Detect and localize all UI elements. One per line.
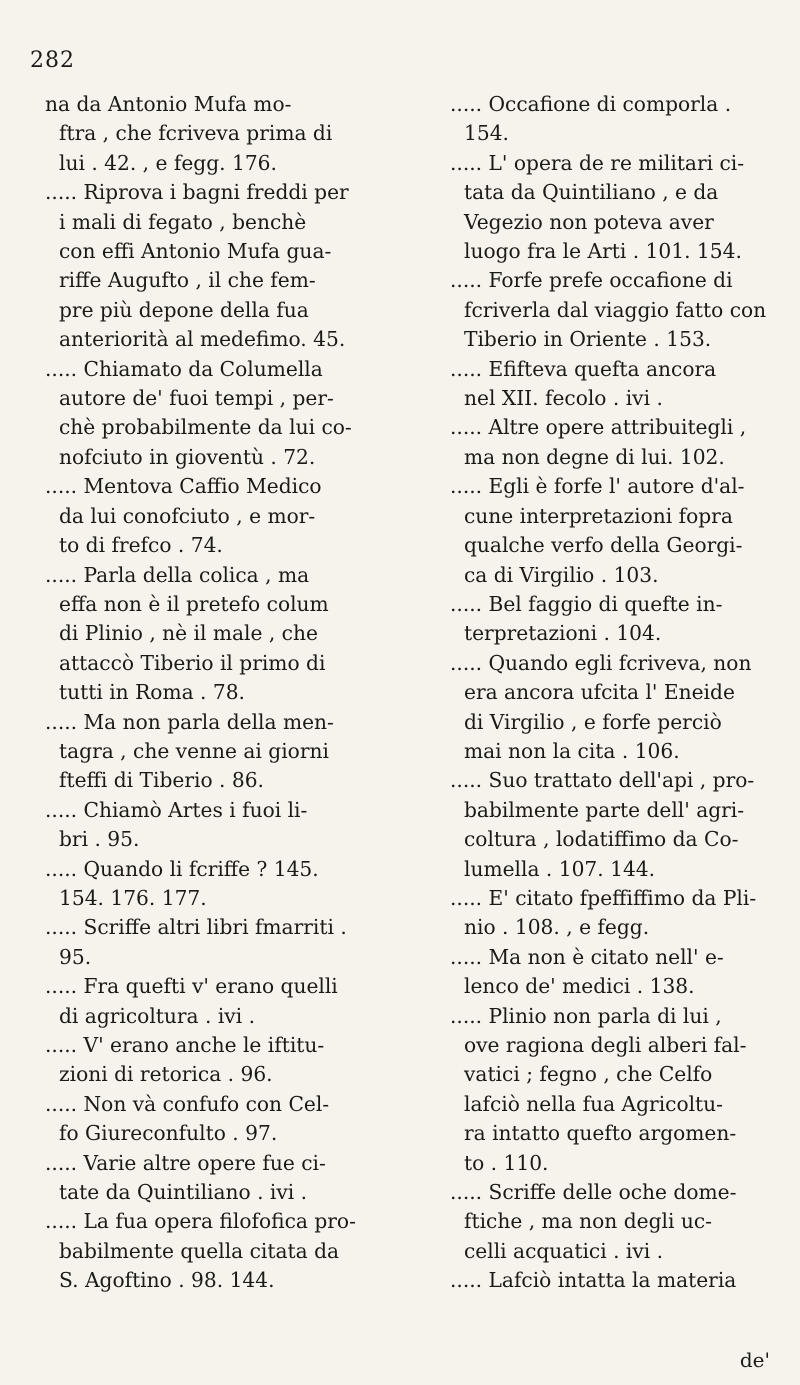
entry-line: ma non degne di lui. 102. [464,444,725,469]
entry-line: con effi Antonio Mufa gua- [59,239,332,264]
index-entry [45,913,380,972]
entry-line: ftra , che fcriveva prima di [59,121,333,146]
index-entry [45,1090,380,1149]
index-entry [450,266,770,354]
index-entry [450,649,770,767]
entry-line: lui . 42. , e fegg. 176. [59,150,277,175]
entry-line: tate da Quintiliano . ivi . [59,1180,308,1205]
entry-line: ..... Chiamato da Columella [45,356,323,381]
index-entry [45,90,380,178]
entry-line: i mali di fegato , benchè [59,209,307,234]
entry-line: pre più depone della fua [59,297,309,322]
entry-line: mai non la cita . 106. [464,738,680,763]
entry-line: di agricoltura . ivi . [59,1003,255,1028]
index-entry [45,972,380,1031]
entry-line: ..... Fra quefti v' erano quelli [45,974,338,999]
entry-line: ..... Mentova Caffio Medico [45,474,322,499]
index-column-right [450,90,770,1296]
entry-line: tutti in Roma . 78. [59,680,245,705]
index-entry [45,472,380,560]
index-entry [45,708,380,796]
entry-line: ..... Forfe prefe occafione di [450,268,733,293]
entry-line: fcriverla dal viaggio fatto con [464,297,767,322]
entry-line: nofciuto in gioventù . 72. [59,444,316,469]
entry-line: ..... Egli è forfe l' autore d'al- [450,474,745,499]
entry-line: qualche verfo della Georgi- [464,533,743,558]
entry-line: ..... Quando egli fcriveva, non [450,650,752,675]
entry-line: ..... Ma non parla della men- [45,709,334,734]
entry-line: lenco de' medici . 138. [464,974,695,999]
entry-line: ftiche , ma non degli uc- [464,1209,712,1234]
entry-line: ..... Ma non è citato nell' e- [450,944,724,969]
index-entry [45,355,380,473]
entry-line: luogo fra le Arti . 101. 154. [464,239,742,264]
entry-line: ..... Parla della colica , ma [45,562,310,587]
index-entry [450,90,770,149]
index-entry [45,561,380,708]
index-entry [45,796,380,855]
index-entry [450,884,770,943]
entry-line: di Virgilio , e forfe perciò [464,709,722,734]
entry-line: tata da Quintiliano , e da [464,180,719,205]
entry-line: 95. [59,944,92,969]
index-entry [45,1149,380,1208]
entry-line: ..... Plinio non parla di lui , [450,1003,722,1028]
entry-line: ..... Scriffe delle oche dome- [450,1180,737,1205]
entry-line: da lui conofciuto , e mor- [59,503,316,528]
entry-line: era ancora ufcita l' Eneide [464,680,735,705]
entry-line: ra intatto quefto argomen- [464,1121,737,1146]
entry-line: nio . 108. , e fegg. [464,915,650,940]
index-entry [450,149,770,267]
entry-line: ..... Scriffe altri libri fmarriti . [45,915,347,940]
entry-line: babilmente quella citata da [59,1238,340,1263]
entry-line: effa non è il pretefo colum [59,591,329,616]
catchword: de' [739,1348,770,1372]
entry-line: to . 110. [464,1150,549,1175]
entry-line: di Plinio , nè il male , che [59,621,318,646]
entry-line: fo Giureconfulto . 97. [59,1121,278,1146]
entry-line: ..... L' opera de re militari ci- [450,150,745,175]
entry-line: bri . 95. [59,827,140,852]
index-entry [450,1178,770,1266]
entry-line: ..... Suo trattato dell'api , pro- [450,768,755,793]
entry-line: attaccò Tiberio il primo di [59,650,326,675]
entry-line: chè probabilmente da lui co- [59,415,352,440]
entry-line: ..... Chiamò Artes i fuoi li- [45,797,308,822]
entry-line: na da Antonio Mufa mo- [45,92,292,116]
index-entry [450,943,770,1002]
entry-line: autore de' fuoi tempi , per- [59,386,334,411]
page-number: 282 [30,48,75,73]
entry-line: ..... La fua opera filofofica pro- [45,1209,356,1234]
entry-line: ..... Bel faggio di quefte in- [450,591,723,616]
entry-line: ..... Riprova i bagni freddi per [45,180,349,205]
entry-line: ..... V' erano anche le iftitu- [45,1033,325,1057]
index-entry [45,1031,380,1090]
entry-line: ..... Efifteva quefta ancora [450,356,717,381]
entry-line: S. Agoftino . 98. 144. [59,1268,275,1293]
index-entry [450,766,770,884]
entry-line: 154. 176. 177. [59,885,207,910]
entry-line: cune interpretazioni fopra [464,503,733,528]
index-entry [450,1266,770,1295]
entry-line: ..... Varie altre opere fue ci- [45,1150,326,1175]
entry-line: ..... E' citato fpeffiffimo da Pli- [450,885,757,910]
entry-line: fteffi di Tiberio . 86. [59,768,264,793]
entry-line: ..... Altre opere attribuitegli , [450,415,747,440]
entry-line: terpretazioni . 104. [464,621,662,646]
entry-line: riffe Augufto , il che fem- [59,268,316,293]
entry-line: celli acquatici . ivi . [464,1238,664,1263]
entry-line: lafciò nella fua Agricoltu- [464,1091,723,1116]
entry-line: coltura , lodatiffimo da Co- [464,827,739,852]
entry-line: zioni di retorica . 96. [59,1062,273,1087]
entry-line: nel XII. fecolo . ivi . [464,386,663,411]
entry-line: Vegezio non poteva aver [464,209,714,234]
entry-line: babilmente parte dell' agri- [464,797,745,822]
entry-line: tagra , che venne ai giorni [59,738,329,763]
index-entry [45,855,380,914]
index-entry [450,355,770,414]
index-column-left [45,90,380,1296]
entry-line: to di frefco . 74. [59,533,223,558]
entry-line: 154. [464,121,509,146]
index-entry [450,1002,770,1178]
entry-line: ca di Virgilio . 103. [464,562,659,587]
entry-line: ..... Non và confufo con Cel- [45,1091,330,1116]
entry-line: ..... Quando li fcriffe ? 145. [45,856,319,881]
entry-line: lumella . 107. 144. [464,856,656,881]
entry-line: anteriorità al medefimo. 45. [59,327,346,352]
entry-line: ..... Lafciò intatta la materia [450,1268,737,1293]
entry-line: Tiberio in Oriente . 153. [464,327,712,352]
entry-line: ove ragiona degli alberi fal- [464,1033,747,1057]
index-entry [45,178,380,354]
entry-line: vatici ; fegno , che Celfo [464,1062,713,1087]
index-entry [45,1207,380,1295]
index-entry [450,413,770,472]
index-entry [450,590,770,649]
index-entry [450,472,770,590]
entry-line: ..... Occafione di comporla . [450,92,732,116]
